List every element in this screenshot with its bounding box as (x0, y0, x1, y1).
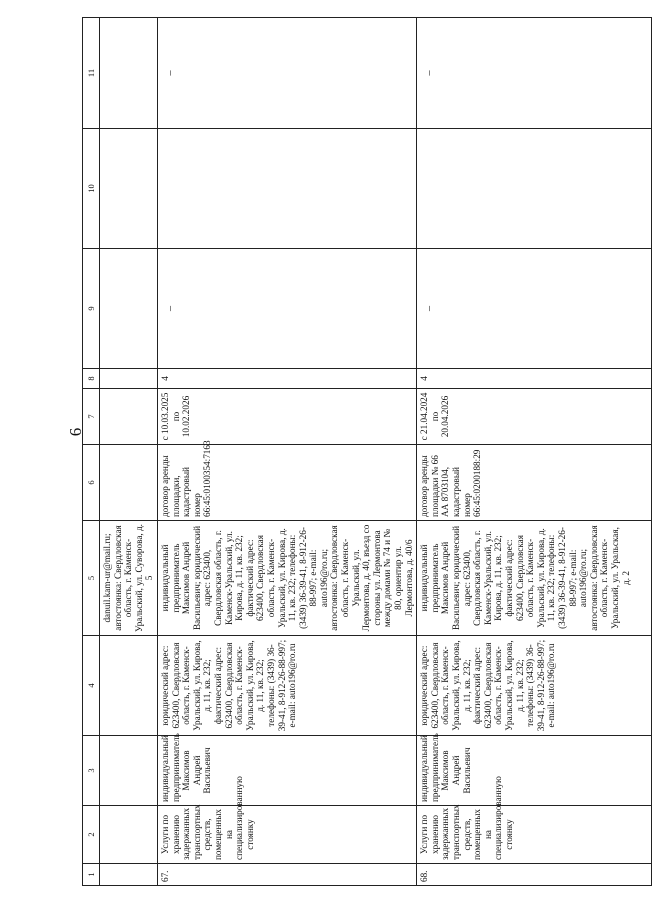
col11-cell (157, 18, 416, 129)
col9-cell (157, 249, 416, 369)
continued-row (100, 18, 158, 886)
col11-value: – (424, 70, 436, 76)
period-cell: с 10.03.2025 по 10.02.2026 (157, 389, 416, 445)
col10-cell (417, 129, 652, 249)
column-number-row (83, 18, 100, 886)
address-cell: юридический адрес: 623400, Свердловская область, г. Каменск-Уральский, ул. Кирова, д. 11, кв. 232; фактический адрес: 623400, Свердловская область, г. Каменск-Уральский, ул. Кирова, д. 11, кв. 232; телефоны: (3439) 36-39-41, 8-912-26-88-997; e-mail: auto196@ro.ru (417, 636, 652, 736)
executor-cell: индивидуальный предприниматель Максимов Андрей Васильевич (157, 736, 416, 806)
continued-cell-col5: danuil.kam-ur@mail.ru; автостоянка: Свердловская область, г. Каменск-Уральский, ул. Суворова, д. 5 (100, 521, 158, 636)
column-header: 5 (83, 521, 100, 636)
col8-cell: 4 (157, 369, 416, 389)
col11-cell (417, 18, 652, 129)
column-header: 4 (83, 636, 100, 736)
address-cell: юридический адрес: 623400, Свердловская область, г. Каменск-Уральский, ул. Кирова, д. 11, кв. 232; фактический адрес: 623400, Свердловская область, г. Каменск-Уральский, ул. Кирова, д. 11, кв. 232; телефоны: (3439) 36-39-41, 8-912-26-88-997; e-mail: auto196@ro.ru (157, 636, 416, 736)
column-header: 9 (83, 249, 100, 369)
details-cell: индивидуальный предприниматель Максимов Андрей Васильевич; юридический адрес: 623400, Свердловская область, г. Каменск-Уральский, ул. Кирова, д. 11, кв. 232; фактический адрес: 623400, Свердловская область, г. Каменск-Уральский, ул. Кирова, д. 11, кв. 232; телефоны: (3439) 36-39-41, 8-912-26-88-997; e-mail: auto196@ro.ru; автостоянка: Свердловская область, г. Каменск-Уральский, ул. Уральская, д. 2 (417, 521, 652, 636)
table-row (157, 18, 416, 886)
basis-cell: договор аренды площадки № 66 АА 8703104, кадастровый номер 66:45:0200188:29 (417, 445, 652, 521)
registry-table (82, 17, 652, 886)
page-number: 6 (66, 427, 85, 437)
row-number: 67. (157, 864, 416, 886)
col9-value: – (164, 306, 176, 311)
column-header: 11 (83, 18, 100, 129)
col11-value: – (164, 70, 176, 76)
row-number: 68. (417, 864, 652, 886)
period-cell: с 21.04.2024 по 20.04.2026 (417, 389, 652, 445)
registry-table-wrapper (82, 18, 631, 886)
col10-cell (157, 129, 416, 249)
column-header: 1 (83, 864, 100, 886)
column-header: 7 (83, 389, 100, 445)
service-cell: Услуги по хранению задержанных транспортных средств, помещенных на специализированную стоянку (157, 806, 416, 864)
col9-value: – (424, 306, 436, 311)
executor-cell: индивидуальный предприниматель Максимов Андрей Васильевич (417, 736, 652, 806)
table-row (417, 18, 652, 886)
column-header: 8 (83, 369, 100, 389)
rotated-page-content (82, 18, 631, 886)
column-header: 10 (83, 129, 100, 249)
service-cell: Услуги по хранению задержанных транспортных средств, помещенных на специализированную стоянку (417, 806, 652, 864)
column-header: 6 (83, 445, 100, 521)
column-header: 2 (83, 806, 100, 864)
col9-cell (417, 249, 652, 369)
details-cell: индивидуальный предприниматель Максимов Андрей Васильевич; юридический адрес: 623400, Свердловская область, г. Каменск-Уральский, ул. Кирова, д. 11, кв. 232; фактический адрес: 623400, Свердловская область, г. Каменск-Уральский, ул. Кирова, д. 11, кв. 232; телефоны: (3439) 36-39-41, 8-912-26-88-997; e-mail: auto196@ro.ru; автостоянка: Свердловская область, г. Каменск-Уральский, ул. Лермонтова, д. 40, въезд со стороны ул. Лермонтова между домами № 74 и № 80, ориентир ул. Лермонтова, д. 40/6 (157, 521, 416, 636)
column-header: 3 (83, 736, 100, 806)
col8-cell: 4 (417, 369, 652, 389)
basis-cell: договор аренды площадки, кадастровый номер 66:45:0100354:7163 (157, 445, 416, 521)
